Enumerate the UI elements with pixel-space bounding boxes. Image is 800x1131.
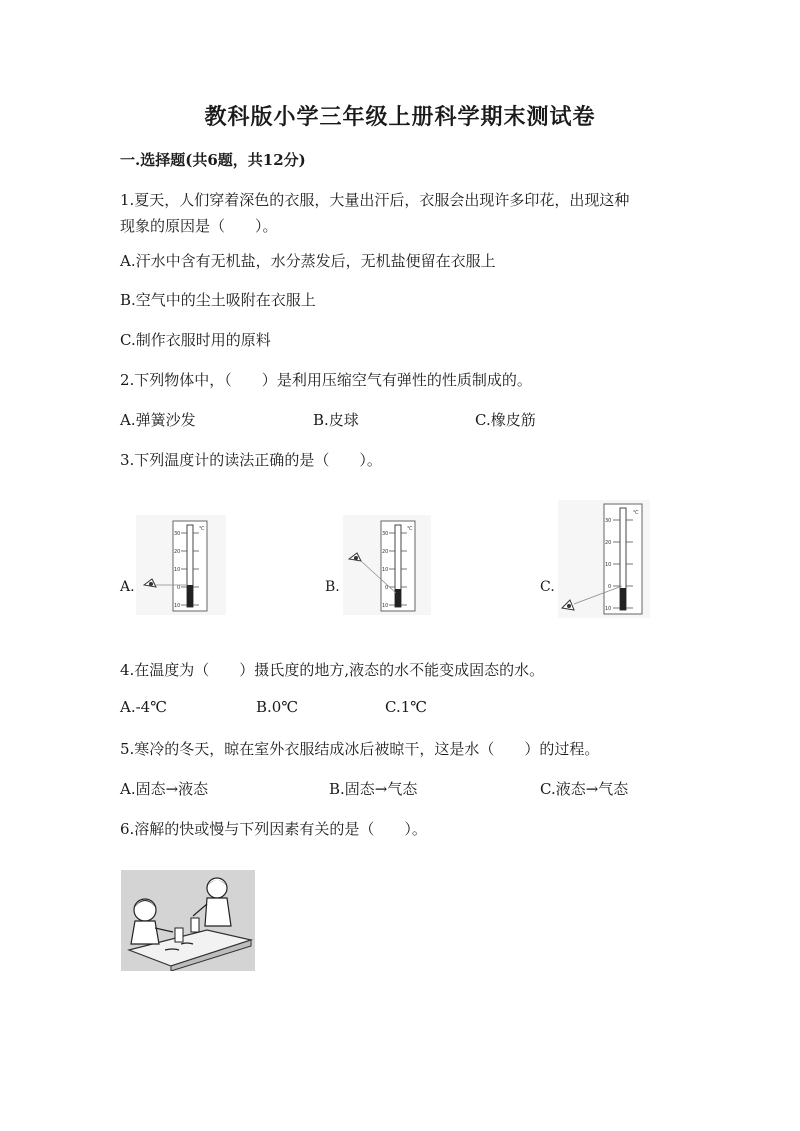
scale-label: 0 bbox=[608, 584, 612, 590]
scale-unit: ℃ bbox=[199, 526, 205, 532]
scale-label: 0 bbox=[385, 585, 389, 591]
question-1-stem-line-1: 1.夏天，人们穿着深色的衣服，大量出汗后，衣服会出现许多印花，出现这种 bbox=[120, 191, 630, 209]
question-3-stem: 3.下列温度计的读法正确的是（ ）。 bbox=[120, 451, 382, 469]
question-1-option-c: C.制作衣服时用的原料 bbox=[120, 331, 271, 349]
thermometer-figure-b bbox=[343, 515, 431, 615]
scale-label: 0 bbox=[177, 585, 181, 591]
scale-label: 10 bbox=[174, 567, 181, 573]
scale-label: 30 bbox=[174, 531, 181, 537]
scale-label: 10 bbox=[382, 603, 389, 609]
scale-label: 20 bbox=[605, 540, 612, 546]
question-5-option-a: A.固态→液态 bbox=[120, 780, 209, 798]
figure-b-label: B. bbox=[325, 579, 340, 595]
section-heading: 一.选择题(共6题，共12分) bbox=[120, 151, 306, 169]
question-1-option-b: B.空气中的尘土吸附在衣服上 bbox=[120, 291, 316, 309]
question-6-stem: 6.溶解的快或慢与下列因素有关的是（ ）。 bbox=[120, 820, 427, 838]
scale-label: 10 bbox=[605, 606, 612, 612]
scale-label: 30 bbox=[605, 518, 612, 524]
question-2-stem: 2.下列物体中，（ ）是利用压缩空气有弹性的性质制成的。 bbox=[120, 371, 532, 389]
figure-a-label: A. bbox=[120, 579, 135, 595]
eye-icon bbox=[349, 553, 361, 561]
figure-c-label: C. bbox=[540, 579, 555, 595]
scale-label: 30 bbox=[382, 531, 389, 537]
scale-label: 10 bbox=[605, 562, 612, 568]
question-5-option-c: C.液态→气态 bbox=[540, 780, 629, 798]
scale-unit: ℃ bbox=[633, 510, 639, 516]
question-5-option-b: B.固态→气态 bbox=[329, 780, 418, 798]
children-dissolving-illustration bbox=[121, 870, 255, 971]
scale-label: 20 bbox=[174, 549, 181, 555]
question-2-option-b: B.皮球 bbox=[313, 411, 359, 429]
eye-icon bbox=[144, 579, 156, 587]
eye-icon bbox=[562, 600, 574, 610]
scale-label: 10 bbox=[174, 603, 181, 609]
question-4-option-b: B.0℃ bbox=[256, 698, 299, 716]
question-2-option-a: A.弹簧沙发 bbox=[120, 411, 196, 429]
question-4-stem: 4.在温度为（ ）摄氏度的地方,液态的水不能变成固态的水。 bbox=[120, 661, 545, 679]
question-1-option-a: A.汗水中含有无机盐，水分蒸发后，无机盐便留在衣服上 bbox=[120, 252, 496, 270]
question-1-stem-line-2: 现象的原因是（ ）。 bbox=[120, 217, 278, 235]
question-4-option-c: C.1℃ bbox=[385, 698, 428, 716]
page-title: 教科版小学三年级上册科学期末测试卷 bbox=[204, 104, 596, 130]
scale-label: 10 bbox=[382, 567, 389, 573]
thermometer-figure-a bbox=[136, 515, 226, 615]
question-5-stem: 5.寒冷的冬天，晾在室外衣服结成冰后被晾干，这是水（ ）的过程。 bbox=[120, 740, 600, 758]
scale-unit: ℃ bbox=[407, 526, 413, 532]
thermometer-figure-c bbox=[558, 500, 650, 618]
question-4-option-a: A.-4℃ bbox=[120, 698, 167, 716]
question-2-option-c: C.橡皮筋 bbox=[475, 411, 536, 429]
scale-label: 20 bbox=[382, 549, 389, 555]
